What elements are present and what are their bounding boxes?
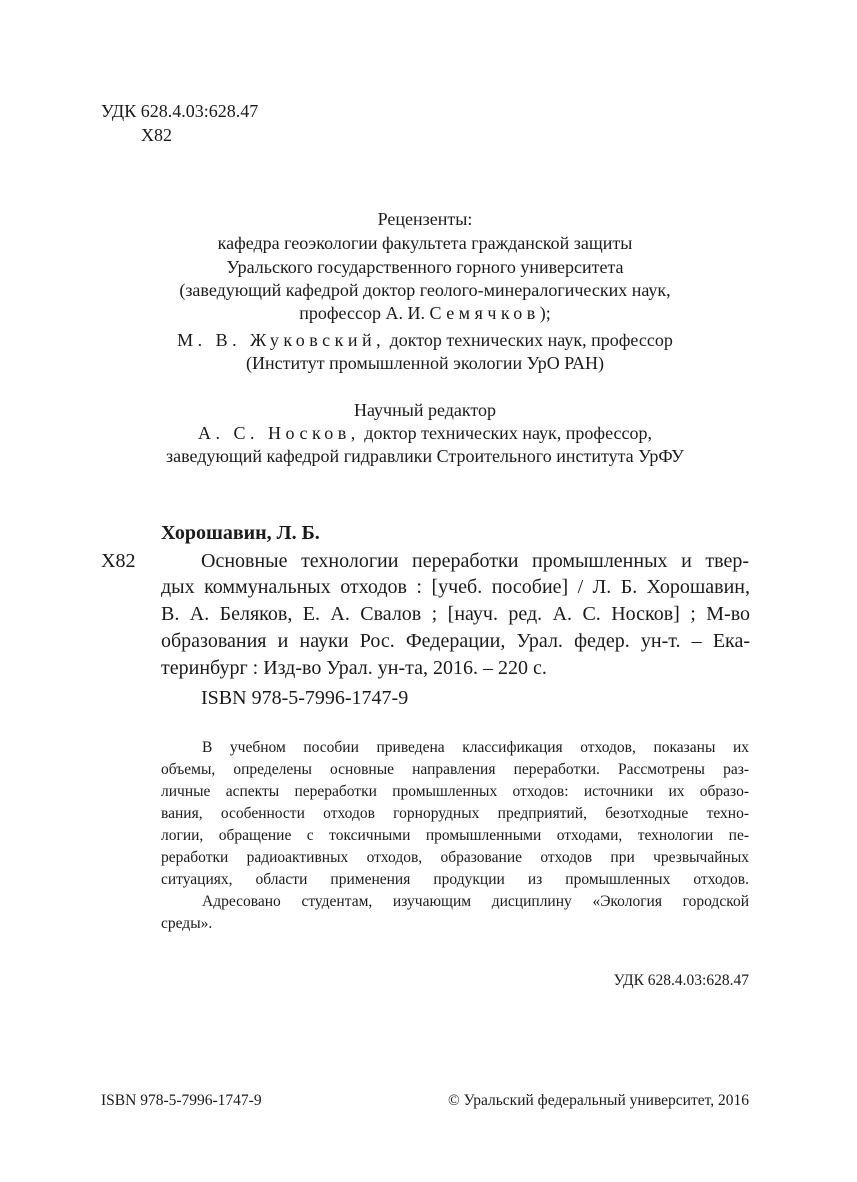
abstract-line-8: Адресовано студентам, изучающим дисциплину «Экология городской xyxy=(202,893,749,910)
catalog-line-4: образования и науки Рос. Федерации, Урал. федер. ун-т. – Ека- xyxy=(161,630,750,652)
editor-line-1-post: доктор технических наук, профессор, xyxy=(359,423,652,443)
catalog-line-3: В. А. Беляков, Е. А. Свалов ; [науч. ред. А. С. Носков] ; М-во xyxy=(161,603,750,625)
catalog-line-5: теринбург : Изд-во Урал. ун-та, 2016. – 220 с. xyxy=(161,657,547,679)
editor-line-1 xyxy=(100,423,750,443)
reviewers-heading: Рецензенты: xyxy=(377,209,473,229)
reviewers-line-2: Уральского государственного горного университета xyxy=(226,257,624,277)
reviewers-line-6: (Институт промышленной экологии УрО РАН) xyxy=(246,353,604,373)
reviewers-line-5-post: доктор технических наук, профессор xyxy=(385,330,673,350)
abstract-line-9: среды». xyxy=(161,915,213,932)
abstract-line-4: вания, особенности отходов горнорудных предприятий, безотходные техно- xyxy=(161,805,749,822)
abstract-line-7: ситуациях, области применения продукции из промышленных отходов. xyxy=(161,871,749,888)
reviewers-line-4-post: ); xyxy=(539,303,551,323)
catalog-isbn: ISBN 978-5-7996-1747-9 xyxy=(201,687,409,709)
abstract-line-3: личные аспекты переработки промышленных отходов: источники их образо- xyxy=(161,783,749,800)
reviewers-line-4-pre: профессор А. И. xyxy=(299,303,430,323)
code-top: Х82 xyxy=(141,125,172,145)
reviewers-line-4 xyxy=(100,303,750,323)
abstract-line-5: логии, обращение с токсичными промышленными отходами, технологии пе- xyxy=(161,827,749,844)
reviewer-name-semyachkov: Семячков xyxy=(429,303,540,323)
footer-copyright: © Уральский федеральный университет, 2016 xyxy=(447,1092,749,1109)
catalog-line-1: Основные технологии переработки промышленных и твер- xyxy=(201,550,749,572)
catalog-author: Хорошавин, Л. Б. xyxy=(161,522,320,544)
abstract-line-6: реработки радиоактивных отходов, образование отходов при чрезвычайных xyxy=(161,849,749,866)
catalog-code: Х82 xyxy=(101,550,136,572)
reviewers-line-1: кафедра геоэкологии факультета гражданской защиты xyxy=(217,233,633,253)
reviewers-line-3: (заведующий кафедрой доктор геолого-минералогических наук, xyxy=(179,280,671,300)
catalog-line-2: дых коммунальных отходов : [учеб. пособие] / Л. Б. Хорошавин, xyxy=(161,576,750,598)
udk-top: УДК 628.4.03:628.47 xyxy=(101,101,259,121)
editor-heading: Научный редактор xyxy=(353,400,497,420)
abstract-line-2: объемы, определены основные направления переработки. Рассмотрены раз- xyxy=(161,761,749,778)
editor-line-2: заведующий кафедрой гидравлики Строительного института УрФУ xyxy=(166,446,684,466)
reviewer-name-zhukovsky: М. В. Жуковский, xyxy=(177,330,386,350)
footer-isbn: ISBN 978-5-7996-1747-9 xyxy=(101,1092,262,1109)
udk-bottom: УДК 628.4.03:628.47 xyxy=(613,972,749,989)
reviewers-line-5 xyxy=(100,330,750,350)
abstract-line-1: В учебном пособии приведена классификация отходов, показаны их xyxy=(202,739,749,756)
editor-name-noskov: А. С. Носков, xyxy=(198,423,360,443)
